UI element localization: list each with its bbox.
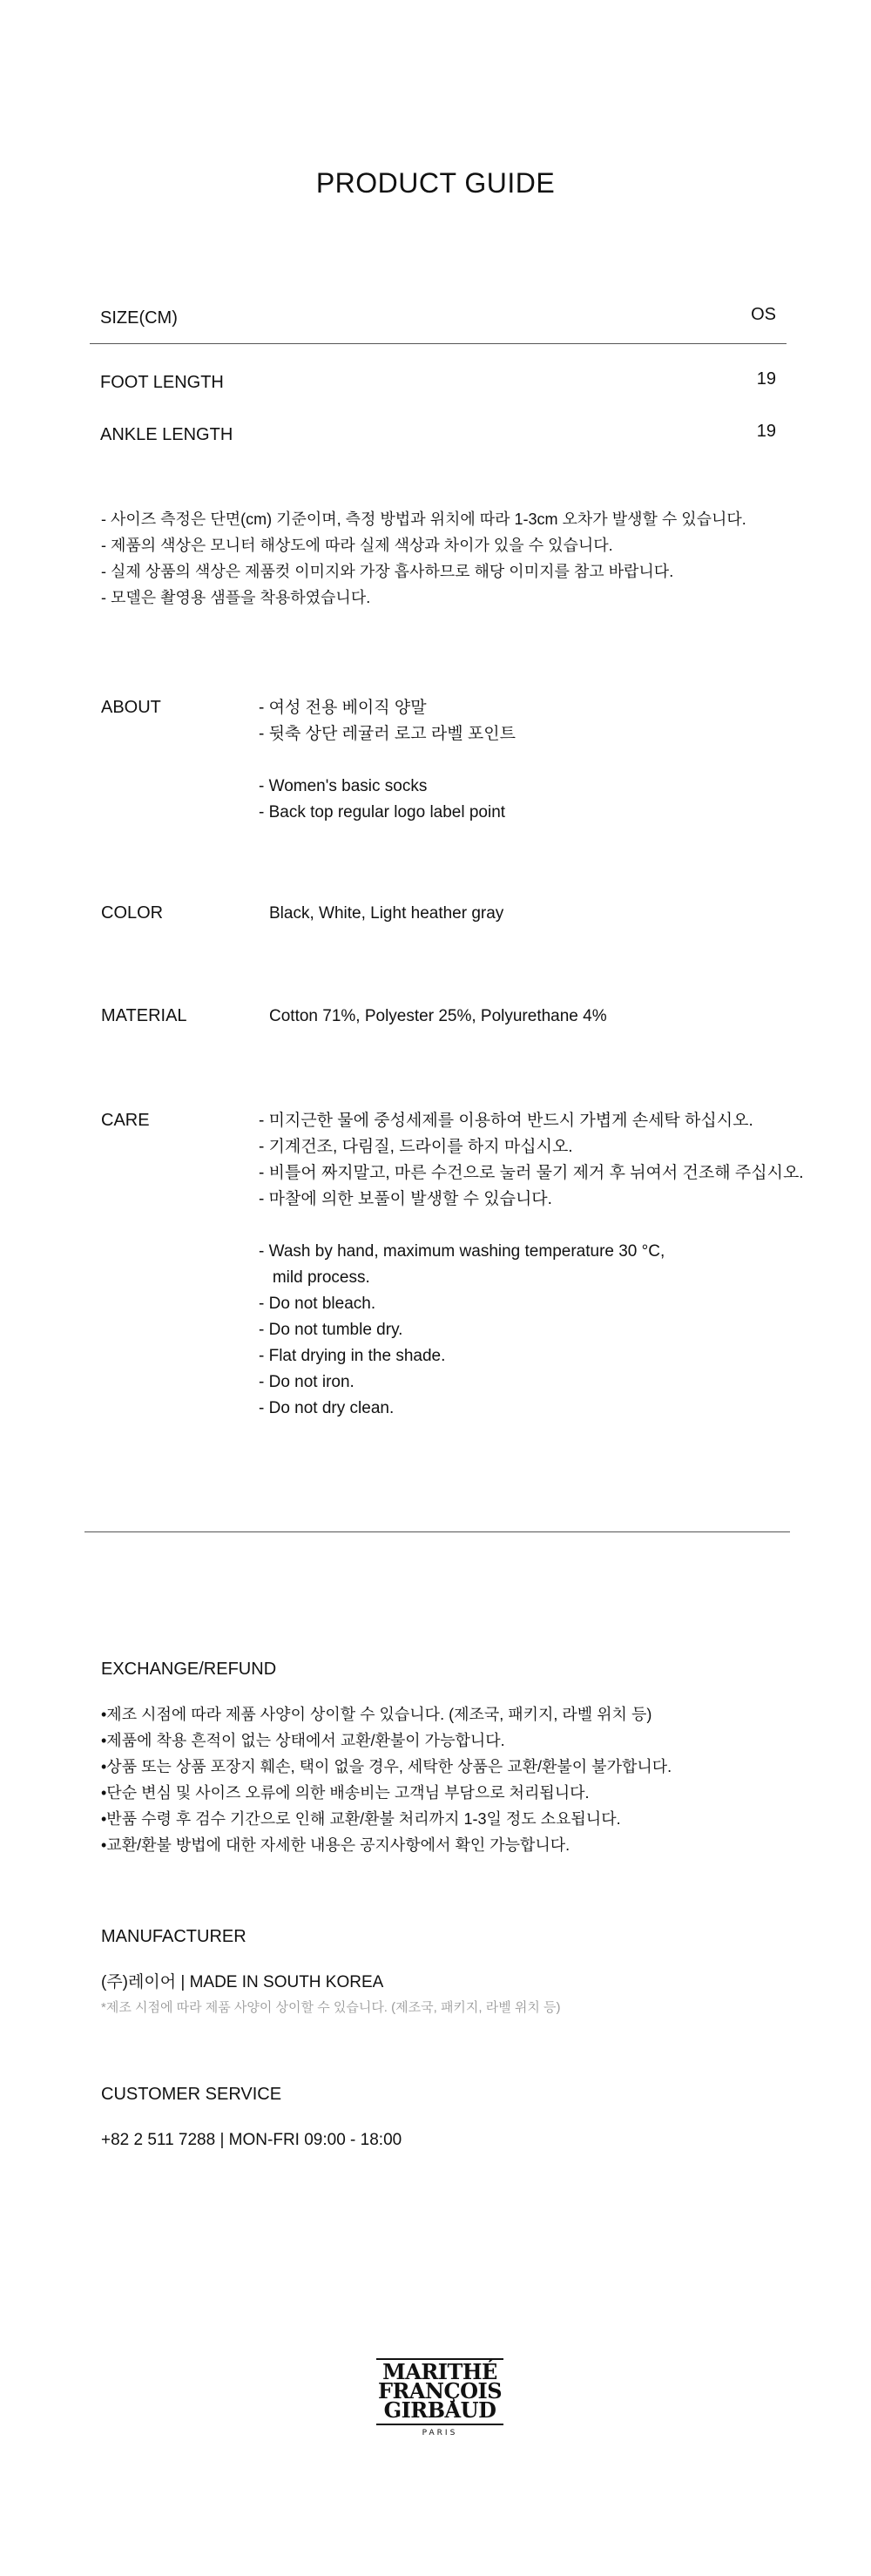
about-label: ABOUT bbox=[101, 698, 161, 717]
logo-line: FRANÇOIS bbox=[377, 2378, 503, 2404]
note-item: - 제품의 색상은 모니터 해상도에 따라 실제 색상과 차이가 있을 수 있습니다. bbox=[101, 537, 613, 554]
exchange-heading: EXCHANGE/REFUND bbox=[101, 1660, 277, 1679]
size-table-divider bbox=[90, 343, 787, 344]
about-line: - 뒷축 상단 레귤러 로고 라벨 포인트 bbox=[259, 725, 516, 743]
manufacturer-value: (주)레이어 | MADE IN SOUTH KOREA bbox=[101, 1973, 384, 1991]
color-value: Black, White, Light heather gray bbox=[269, 904, 504, 923]
size-header-value: OS bbox=[751, 305, 776, 324]
about-body bbox=[259, 695, 516, 826]
care-line: - 마찰에 의한 보풀이 발생할 수 있습니다. bbox=[259, 1190, 552, 1208]
note-item: - 사이즈 측정은 단면(cm) 기준이며, 측정 방법과 위치에 따라 1-3cm 오차가 발생할 수 있습니다. bbox=[101, 510, 746, 528]
care-body bbox=[259, 1108, 804, 1422]
logo-line: MARITHÉ bbox=[382, 2359, 497, 2384]
exchange-line: •제품에 착용 흔적이 없는 상태에서 교환/환불이 가능합니다. bbox=[101, 1732, 505, 1749]
care-line: - Do not dry clean. bbox=[259, 1399, 395, 1417]
care-line: - 비틀어 짜지말고, 마른 수건으로 눌러 물기 제거 후 뉘여서 건조해 주십시오. bbox=[259, 1164, 804, 1182]
logo-line: GIRBAUD bbox=[383, 2397, 496, 2423]
page-title: PRODUCT GUIDE bbox=[315, 167, 556, 199]
care-line: mild process. bbox=[259, 1268, 370, 1287]
material-value: Cotton 71%, Polyester 25%, Polyurethane 4% bbox=[269, 1007, 607, 1025]
manufacturer-note: *제조 시점에 따라 제품 사양이 상이할 수 있습니다. (제조국, 패키지, 라벨 위치 등) bbox=[101, 2000, 561, 2015]
size-table-header bbox=[90, 305, 787, 343]
care-line: - Flat drying in the shade. bbox=[259, 1347, 446, 1365]
exchange-line: •상품 또는 상품 포장지 훼손, 택이 없을 경우, 세탁한 상품은 교환/환불이 불가합니다. bbox=[101, 1758, 672, 1775]
care-line: - Do not iron. bbox=[259, 1373, 354, 1391]
size-row-label: ANKLE LENGTH bbox=[100, 425, 233, 444]
about-line bbox=[259, 747, 516, 774]
size-table bbox=[90, 305, 787, 444]
size-row-value: 19 bbox=[756, 369, 776, 389]
care-line: - Do not tumble dry. bbox=[259, 1321, 403, 1339]
size-row-ankle-length bbox=[100, 422, 776, 445]
section-divider bbox=[84, 1531, 790, 1532]
logo-bottom-rule bbox=[376, 2424, 503, 2425]
manufacturer-heading: MANUFACTURER bbox=[101, 1927, 246, 1946]
about-line: - 여성 전용 베이직 양말 bbox=[259, 699, 427, 717]
color-label: COLOR bbox=[101, 903, 164, 923]
customer-service-heading: CUSTOMER SERVICE bbox=[101, 2085, 282, 2104]
care-line bbox=[259, 1213, 804, 1239]
exchange-line: •반품 수령 후 검수 기간으로 인해 교환/환불 처리까지 1-3일 정도 소요됩니다. bbox=[101, 1810, 621, 1828]
logo-city: PARIS bbox=[422, 2429, 458, 2437]
care-line: - 기계건조, 다림질, 드라이를 하지 마십시오. bbox=[259, 1138, 573, 1156]
brand-logo bbox=[376, 2358, 503, 2437]
note-item: - 실제 상품의 색상은 제품컷 이미지와 가장 흡사하므로 해당 이미지를 참고 바랍니다. bbox=[101, 563, 674, 580]
about-line: - Back top regular logo label point bbox=[259, 803, 506, 821]
care-line: - 미지근한 물에 중성세제를 이용하여 반드시 가볍게 손세탁 하십시오. bbox=[259, 1112, 753, 1130]
customer-service-value: +82 2 511 7288 | MON-FRI 09:00 - 18:00 bbox=[101, 2131, 402, 2149]
size-header-label: SIZE(CM) bbox=[100, 308, 178, 328]
size-row-value: 19 bbox=[756, 422, 776, 441]
size-notes bbox=[101, 506, 746, 611]
care-line: - Do not bleach. bbox=[259, 1295, 376, 1313]
exchange-body bbox=[101, 1701, 672, 1858]
exchange-line: •교환/환불 방법에 대한 자세한 내용은 공지사항에서 확인 가능합니다. bbox=[101, 1836, 571, 1854]
exchange-line: •단순 변심 및 사이즈 오류에 의한 배송비는 고객님 부담으로 처리됩니다. bbox=[101, 1784, 590, 1802]
care-label: CARE bbox=[101, 1111, 150, 1130]
care-line: - Wash by hand, maximum washing temperature 30 °C, bbox=[259, 1242, 665, 1261]
exchange-line: •제조 시점에 따라 제품 사양이 상이할 수 있습니다. (제조국, 패키지, 라벨 위치 등) bbox=[101, 1706, 652, 1723]
size-row-label: FOOT LENGTH bbox=[100, 373, 224, 392]
about-line: - Women's basic socks bbox=[259, 777, 428, 795]
material-label: MATERIAL bbox=[101, 1006, 187, 1025]
note-item: - 모델은 촬영용 샘플을 착용하였습니다. bbox=[101, 589, 371, 606]
size-row-foot-length bbox=[100, 369, 776, 393]
